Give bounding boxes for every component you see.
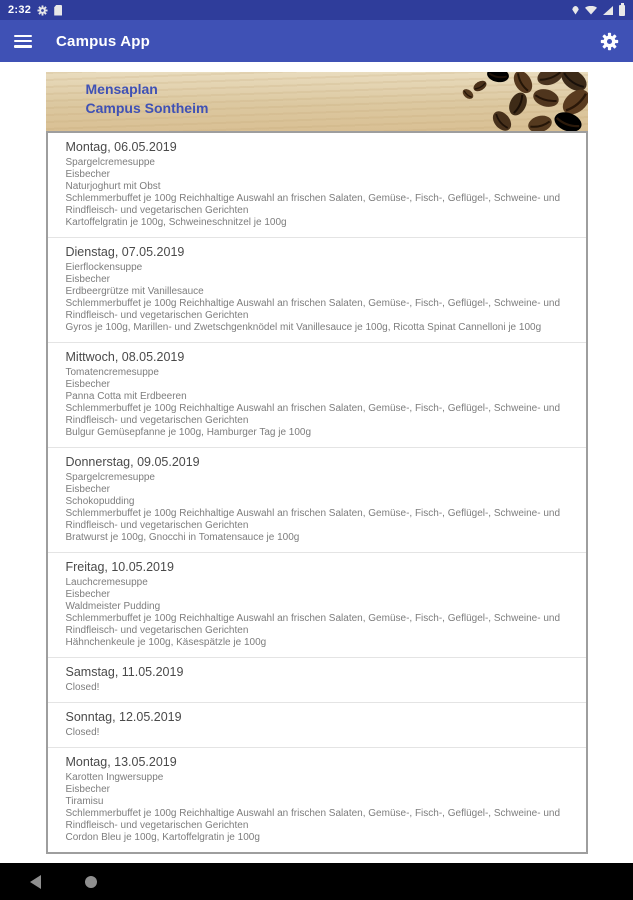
coffee-beans-image <box>378 72 588 131</box>
home-icon[interactable] <box>85 876 97 888</box>
menu-item: Eisbecher <box>65 784 110 795</box>
menu-day-entry[interactable] <box>48 657 586 702</box>
menu-item: Gyros je 100g, Marillen- und Zwetschgenknödel mit Vanillesauce je 100g, Ricotta Spinat Cannelloni je 100g <box>65 322 542 333</box>
app-bar <box>0 20 633 62</box>
day-date: Sonntag, 12.05.2019 <box>65 710 182 724</box>
menu-item: Closed! <box>65 682 100 693</box>
menu-item: Tomatencremesuppe <box>65 367 159 378</box>
content-area[interactable] <box>0 62 633 863</box>
menu-item: Naturjoghurt mit Obst <box>65 181 161 192</box>
menu-item: Karotten Ingwersuppe <box>65 772 164 783</box>
menu-item: Schlemmerbuffet je 100g Reichhaltige Auswahl an frischen Salaten, Gemüse-, Fisch-, Geflügel-, Schweine- und Rindfleisch- und vegetarischen Gerichten <box>65 193 561 216</box>
menu-item: Eisbecher <box>65 589 110 600</box>
menu-day-entry[interactable] <box>48 447 586 552</box>
menu-item: Closed! <box>65 727 100 738</box>
menu-item: Schlemmerbuffet je 100g Reichhaltige Auswahl an frischen Salaten, Gemüse-, Fisch-, Geflügel-, Schweine- und Rindfleisch- und vegetarischen Gerichten <box>65 403 561 426</box>
banner-title <box>86 80 209 118</box>
settings-gear-icon[interactable] <box>600 32 619 51</box>
menu-item: Hähnchenkeule je 100g, Käsespätzle je 100g <box>65 637 267 648</box>
status-time: 2:32 <box>8 4 32 16</box>
back-icon[interactable] <box>30 875 41 889</box>
day-date: Montag, 13.05.2019 <box>65 755 177 769</box>
menu-item: Bulgur Gemüsepfanne je 100g, Hamburger Tag je 100g <box>65 427 312 438</box>
banner-title-line2: Campus Sontheim <box>85 100 209 116</box>
banner-title-line1: Mensaplan <box>85 81 158 97</box>
mensaplan-banner <box>46 72 588 131</box>
menu-item: Erdbeergrütze mit Vanillesauce <box>65 286 204 297</box>
menu-item: Schlemmerbuffet je 100g Reichhaltige Auswahl an frischen Salaten, Gemüse-, Fisch-, Geflügel-, Schweine- und Rindfleisch- und vegetarischen Gerichten <box>65 808 561 831</box>
menu-day-entry[interactable] <box>48 133 586 237</box>
status-bar <box>0 0 633 20</box>
menu-item: Kartoffelgratin je 100g, Schweineschnitzel je 100g <box>65 217 287 228</box>
menu-day-entry[interactable] <box>48 552 586 657</box>
menu-day-entry[interactable] <box>48 702 586 747</box>
day-date: Donnerstag, 09.05.2019 <box>65 455 200 469</box>
battery-icon <box>619 5 625 16</box>
sim-icon <box>54 5 62 16</box>
menu-item: Eisbecher <box>65 379 110 390</box>
menu-item: Spargelcremesuppe <box>65 472 155 483</box>
menu-item: Eisbecher <box>65 274 110 285</box>
menu-item: Eisbecher <box>65 169 110 180</box>
gear-icon <box>37 5 48 16</box>
menu-item: Eisbecher <box>65 484 110 495</box>
menu-item: Waldmeister Pudding <box>65 601 161 612</box>
menu-item: Spargelcremesuppe <box>65 157 155 168</box>
wifi-icon <box>585 6 597 15</box>
menu-day-entry[interactable] <box>48 342 586 447</box>
menu-item: Lauchcremesuppe <box>65 577 148 588</box>
menu-item: Schlemmerbuffet je 100g Reichhaltige Auswahl an frischen Salaten, Gemüse-, Fisch-, Geflügel-, Schweine- und Rindfleisch- und vegetarischen Gerichten <box>65 613 561 636</box>
signal-icon <box>603 6 613 15</box>
day-date: Freitag, 10.05.2019 <box>65 560 174 574</box>
day-date: Samstag, 11.05.2019 <box>65 665 184 679</box>
menu-item: Eierflockensuppe <box>65 262 143 273</box>
menu-item: Schokopudding <box>65 496 135 507</box>
menu-day-entry[interactable] <box>48 747 586 852</box>
mensaplan-list[interactable] <box>46 131 588 854</box>
day-date: Montag, 06.05.2019 <box>65 140 177 154</box>
location-icon <box>572 6 579 15</box>
menu-item: Schlemmerbuffet je 100g Reichhaltige Auswahl an frischen Salaten, Gemüse-, Fisch-, Geflügel-, Schweine- und Rindfleisch- und vegetarischen Gerichten <box>65 298 561 321</box>
menu-item: Cordon Bleu je 100g, Kartoffelgratin je 100g <box>65 832 260 843</box>
menu-item: Panna Cotta mit Erdbeeren <box>65 391 187 402</box>
menu-day-entry[interactable] <box>48 237 586 342</box>
navigation-bar <box>0 863 633 900</box>
hamburger-menu-icon[interactable] <box>14 35 32 48</box>
day-date: Dienstag, 07.05.2019 <box>65 245 185 259</box>
app-title: Campus App <box>56 32 150 50</box>
menu-item: Bratwurst je 100g, Gnocchi in Tomatensauce je 100g <box>65 532 300 543</box>
menu-item: Tiramisu <box>65 796 104 807</box>
menu-item: Schlemmerbuffet je 100g Reichhaltige Auswahl an frischen Salaten, Gemüse-, Fisch-, Geflügel-, Schweine- und Rindfleisch- und vegetarischen Gerichten <box>65 508 561 531</box>
day-date: Mittwoch, 08.05.2019 <box>65 350 185 364</box>
